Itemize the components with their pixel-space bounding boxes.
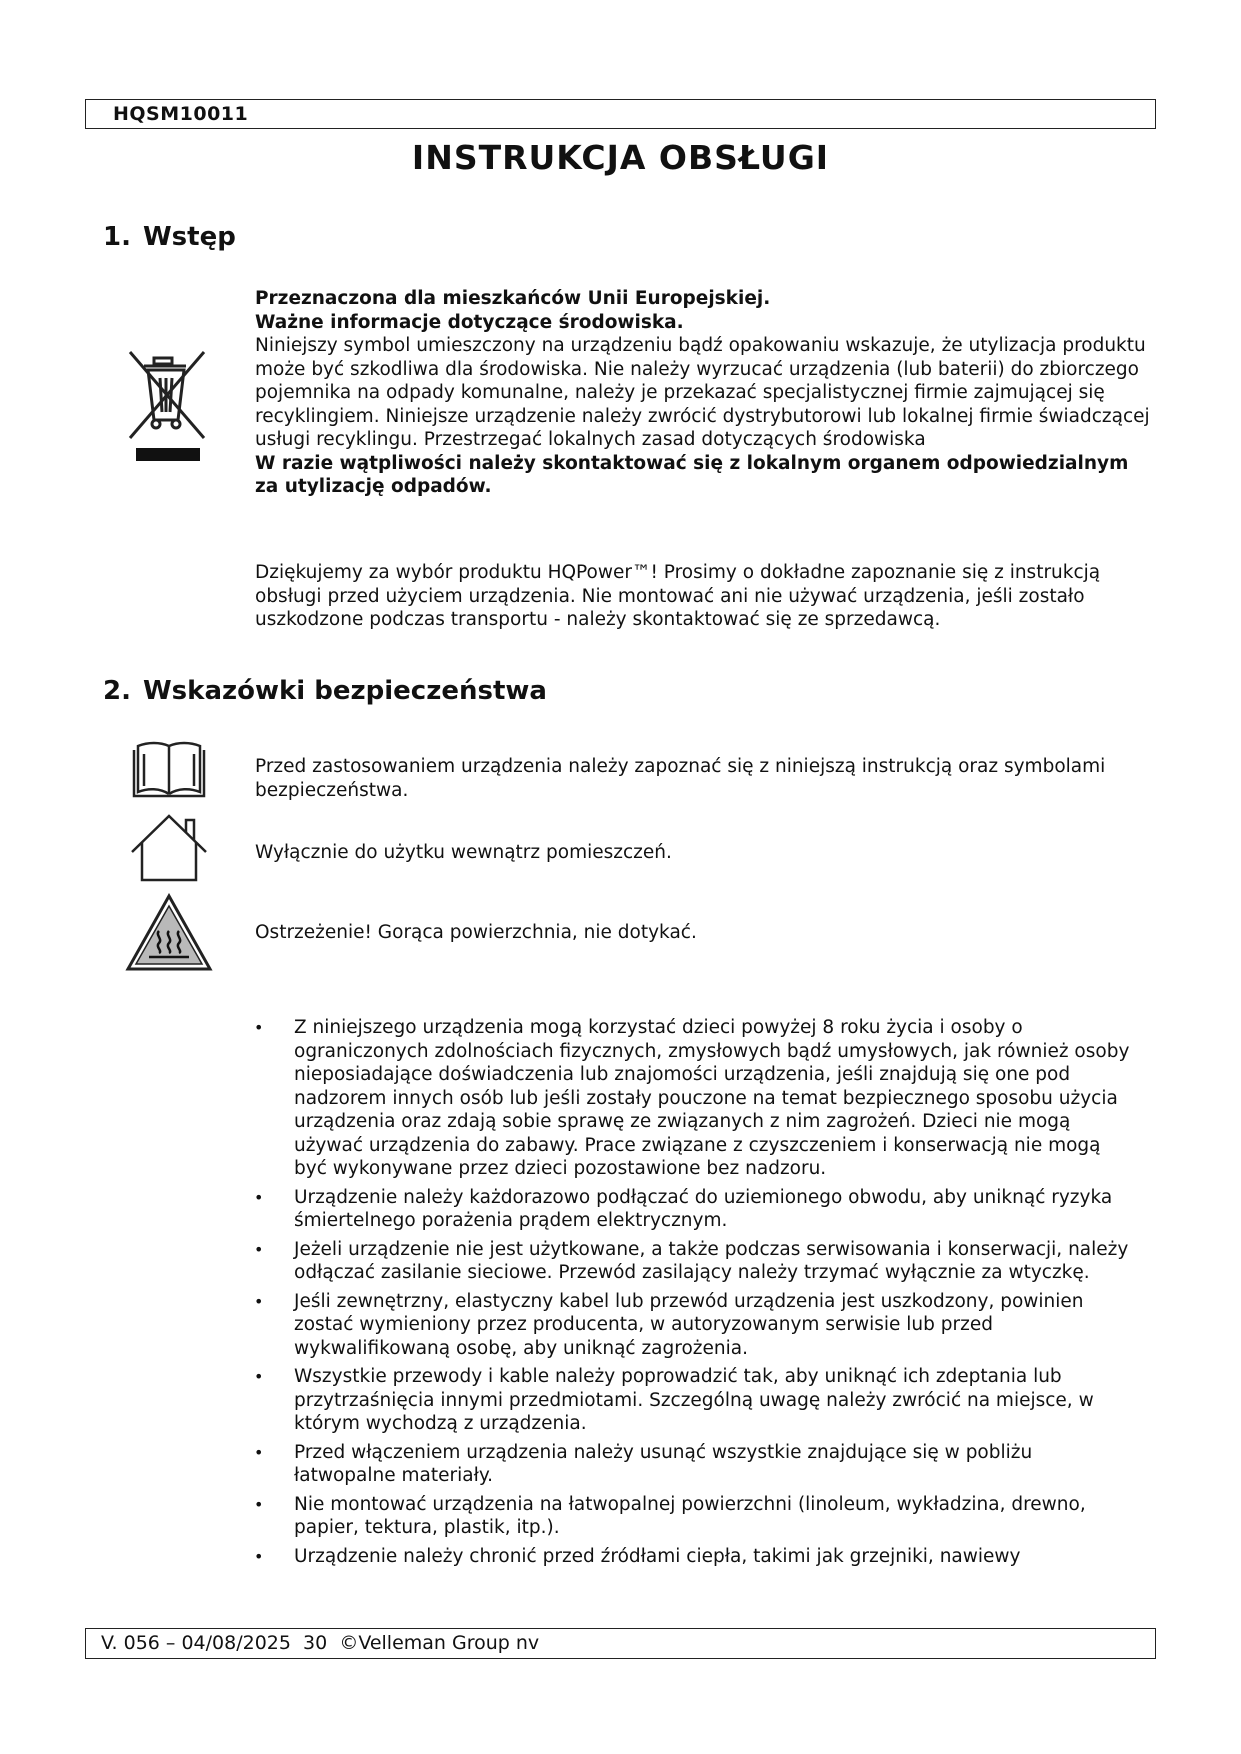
footer-box	[85, 1628, 1156, 1659]
list-item: • Urządzenie należy chronić przed źródłami ciepła, takimi jak grzejniki, nawiewy	[252, 1545, 1132, 1569]
eu-residents-line: Przeznaczona dla mieszkańców Unii Europejskiej.	[255, 288, 771, 309]
symbol-text-hot-surface: Ostrzeżenie! Gorąca powierzchnia, nie dotykać.	[255, 922, 697, 943]
thanks-paragraph: Dziękujemy za wybór produktu HQPower™! Prosimy o dokładne zapoznanie się z instrukcją obsługi przed użyciem urządzenia. Nie montować ani nie używać urządzenia, jeśli zostało uszkodzone podczas transportu - należy skontaktować się ze sprzedawcą.	[255, 562, 1101, 630]
symbol-text-indoor: Wyłącznie do użytku wewnątrz pomieszczeń.	[255, 842, 672, 863]
environment-notice	[255, 287, 1155, 499]
section-1-title: Wstęp	[143, 222, 236, 252]
list-item: • Przed włączeniem urządzenia należy usunąć wszystkie znajdujące się w pobliżu łatwopalne materiały.	[252, 1441, 1132, 1488]
header-box	[85, 99, 1156, 129]
list-item: • Jeśli zewnętrzny, elastyczny kabel lub przewód urządzenia jest uszkodzony, powinien zostać wymieniony przez producenta, w autoryzowanym serwisie lub przed wykwalifikowaną osobę, aby uniknąć zagrożenia.	[252, 1290, 1132, 1361]
section-1-heading	[103, 222, 236, 252]
hot-surface-warning-icon	[125, 893, 213, 973]
section-2-title: Wskazówki bezpieczeństwa	[143, 676, 547, 706]
symbol-text-manual: Przed zastosowaniem urządzenia należy zapoznać się z niniejszą instrukcją oraz symbolami bezpieczeństwa.	[255, 756, 1106, 801]
indoor-house-icon	[128, 812, 210, 884]
list-item: • Jeżeli urządzenie nie jest użytkowane, a także podczas serwisowania i konserwacji, należy odłączać zasilanie sieciowe. Przewód zasilający należy trzymać wyłącznie za wtyczkę.	[252, 1238, 1132, 1285]
list-item: • Nie montować urządzenia na łatwopalnej powierzchni (linoleum, wykładzina, drewno, papier, tektura, plastik, itp.).	[252, 1493, 1132, 1540]
section-1-number: 1.	[103, 222, 131, 252]
section-2-number: 2.	[103, 676, 131, 706]
model-number: HQSM10011	[113, 103, 249, 125]
footer-text: V. 056 – 04/08/2025 30 ©Velleman Group nv	[101, 1632, 540, 1654]
page-title: INSTRUKCJA OBSŁUGI	[411, 138, 830, 177]
manual-book-icon	[130, 738, 208, 800]
safety-bullet-list	[252, 1016, 1132, 1573]
environment-text: Niniejszy symbol umieszczony na urządzeniu bądź opakowaniu wskazuje, że utylizacja produktu może być szkodliwa dla środowiska. Nie należy wyrzucać urządzenia (lub baterii) do zbiorczego pojemnika na odpady komunalne, należy je przekazać specjalistycznej firmie zajmującej się recyklingiem. Niniejsze urządzenie należy zwrócić dystrybutorowi lub lokalnej firmie świadczącej usługi recyklingu. Przestrzegać lokalnych zasad dotyczących środowiska	[255, 335, 1150, 450]
list-item: • Z niniejszego urządzenia mogą korzystać dzieci powyżej 8 roku życia i osoby o ograniczonych zdolnościach fizycznych, zmysłowych bądź umysłowych, jak również osoby nieposiadające doświadczenia lub znajomości urządzenia, jeśli znajdują się one pod nadzorem innych osób lub jeśli zostały pouczone na temat bezpiecznego sposobu użycia urządzenia oraz zdają sobie sprawę ze związanych z nim zagrożeń. Dzieci nie mogą używać urządzenia do zabawy. Prace związane z czyszczeniem i konserwacją nie mogą być wykonywane przez dzieci pozostawione bez nadzoru.	[252, 1016, 1132, 1181]
section-2-heading	[103, 676, 547, 706]
list-item: • Wszystkie przewody i kable należy poprowadzić tak, aby uniknąć ich zdeptania lub przytrzaśnięcia innymi przedmiotami. Szczególną uwagę należy zwrócić na miejsce, w którym wychodzą z urządzenia.	[252, 1365, 1132, 1436]
weee-crossed-bin-icon	[126, 348, 210, 466]
list-item: • Urządzenie należy każdorazowo podłączać do uziemionego obwodu, aby uniknąć ryzyka śmiertelnego porażenia prądem elektrycznym.	[252, 1186, 1132, 1233]
environment-info-heading: Ważne informacje dotyczące środowiska.	[255, 311, 684, 333]
doubt-contact-text: W razie wątpliwości należy skontaktować się z lokalnym organem odpowiedzialnym za utylizację odpadów.	[255, 452, 1129, 497]
